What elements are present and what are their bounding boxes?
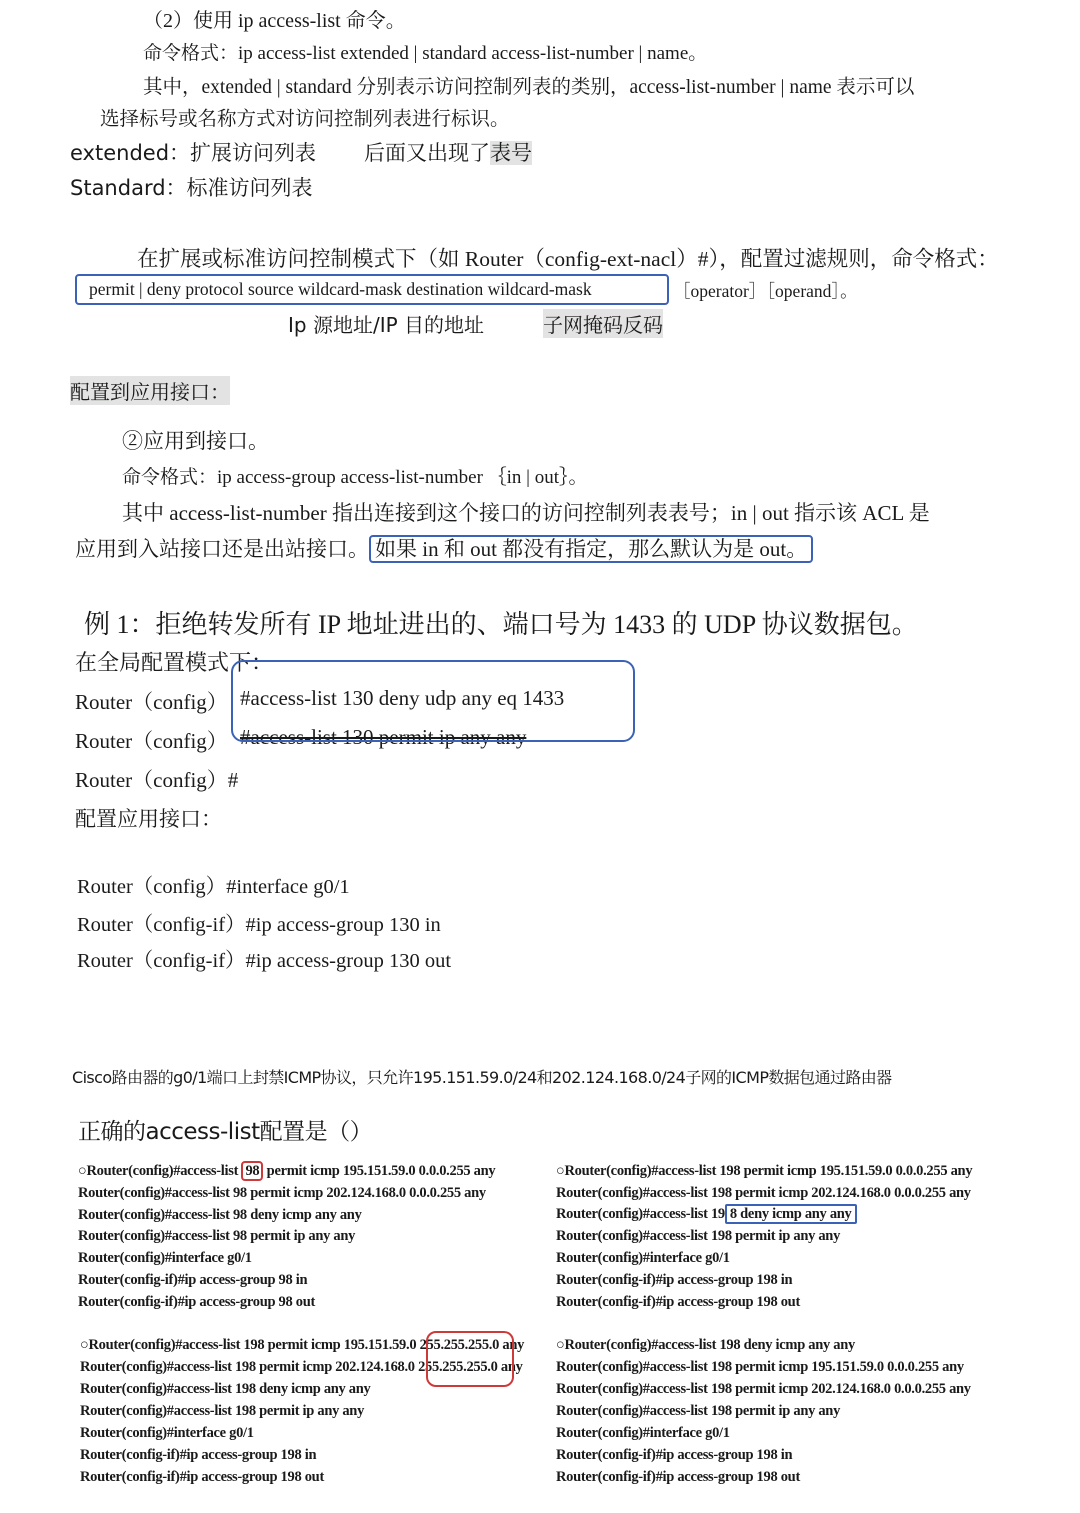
question-stem: Cisco路由器的g0/1端口上封禁ICMP协议，只允许195.151.59.0/24和202.124.168.0/24子网的ICMP数据包通过路由器	[72, 1068, 892, 1087]
format-line: 命令格式：ip access-list extended | standard access-list-number | name。	[143, 43, 708, 64]
option-d-line: Router(config)#access-list 198 permit ip any any	[556, 1403, 841, 1419]
option-b-radio[interactable]: ○	[556, 1163, 565, 1179]
option-a-mark: 98	[241, 1161, 263, 1181]
option-c-line: any	[499, 1337, 525, 1353]
option-c-line: Router(config)#interface g0/1	[80, 1425, 254, 1441]
note-remark	[364, 137, 532, 167]
rule-intro: 在扩展或标准访问控制模式下（如 Router（config-ext-nacl）#），配置过滤规则，命令格式：	[137, 247, 999, 271]
option-d-radio[interactable]: ○	[556, 1337, 565, 1353]
option-c-line: Router(config)#access-list 198 permit ip any any	[80, 1403, 365, 1419]
option-b-line: Router(config)#access-list 19	[556, 1206, 725, 1222]
option-a-line: Router(config)#access-list 98 permit ip any any	[78, 1228, 356, 1244]
example-group-in: Router（config-if）#ip access-group 130 in	[77, 914, 441, 936]
note-remark-text: 后面又出现了	[364, 141, 490, 165]
rule-tail: ［operator］［operand］。	[673, 281, 858, 301]
section-heading: （2）使用 ip access-list 命令。	[143, 10, 406, 32]
option-b-line: Router(config)#access-list 198 permit icmp 202.124.168.0 0.0.0.255 any	[556, 1185, 971, 1201]
option-c-line: Router(config)#access-list 198 permit icmp 202.124.168.0	[80, 1359, 419, 1375]
option-b-mark: 8 deny icmp any any	[725, 1204, 857, 1224]
apply-step: ②应用到接口。	[122, 429, 269, 453]
option-c-line: Router(config)#access-list 198 permit icmp 195.151.59.0	[88, 1337, 420, 1353]
option-d-line: Router(config)#access-list 198 permit icmp 195.151.59.0 0.0.0.255 any	[556, 1359, 964, 1375]
apply-explain-2	[75, 533, 813, 563]
annot-ip: Ip 源地址/IP 目的地址	[288, 313, 485, 337]
option-b-line: Router(config-if)#ip access-group 198 in	[556, 1272, 793, 1288]
example-title: 例 1：拒绝转发所有 IP 地址进出的、端口号为 1433 的 UDP 协议数据包。	[84, 610, 918, 639]
option-d-line: Router(config)#access-list 198 permit icmp 202.124.168.0 0.0.0.255 any	[556, 1381, 971, 1397]
option-a-radio[interactable]: ○	[78, 1163, 87, 1179]
option-d-line: Router(config)#access-list 198 deny icmp any any	[564, 1337, 855, 1353]
option-a-line: Router(config)#access-list	[86, 1163, 242, 1179]
example-cmd-deny: #access-list 130 deny udp any eq 1433	[240, 686, 565, 710]
example-prompt-end: Router（config）#	[75, 768, 239, 792]
apply-default-box: 如果 in 和 out 都没有指定，那么默认为是 out。	[369, 535, 813, 563]
example-group-out: Router（config-if）#ip access-group 130 out	[77, 950, 452, 972]
option-c-mark: 255.255.255.0	[418, 1359, 498, 1375]
example-interface: Router（config）#interface g0/1	[77, 876, 350, 898]
apply-heading: 配置到应用接口：	[70, 376, 230, 405]
annot-mask: 子网掩码反码	[543, 309, 663, 338]
option-c-line: any	[497, 1359, 523, 1375]
option-b-line: Router(config-if)#ip access-group 198 out	[556, 1294, 800, 1310]
option-a-line: Router(config)#interface g0/1	[78, 1250, 252, 1266]
option-b-line: Router(config)#access-list 198 permit icmp 195.151.59.0 0.0.0.255 any	[564, 1163, 973, 1179]
option-c-line: Router(config-if)#ip access-group 198 in	[80, 1447, 317, 1463]
note-highlight: 表号	[490, 141, 532, 165]
option-d-line: Router(config-if)#ip access-group 198 out	[556, 1469, 800, 1485]
option-d-line: Router(config)#interface g0/1	[556, 1425, 730, 1441]
explain-line: 选择标号或名称方式对访问控制列表进行标识。	[100, 109, 510, 130]
option-c-line: Router(config-if)#ip access-group 198 out	[80, 1469, 324, 1485]
apply-format: 命令格式：ip access-group access-list-number ｛in | out｝。	[122, 467, 588, 488]
example-cmd-box	[231, 660, 635, 742]
option-c-line: Router(config)#access-list 198 deny icmp any any	[80, 1381, 371, 1397]
explain-line: 其中，extended | standard 分别表示访问控制列表的类别，access-list-number | name 表示可以	[143, 77, 915, 98]
option-b-line: Router(config)#interface g0/1	[556, 1250, 730, 1266]
example-cmd-permit: #access-list 130 permit ip any any	[240, 725, 527, 749]
option-c-radio[interactable]: ○	[80, 1337, 89, 1353]
apply-explain-text: 应用到入站接口还是出站接口。	[75, 537, 369, 561]
option-a-line: permit icmp 195.151.59.0 0.0.0.255 any	[263, 1163, 496, 1179]
option-a-line: Router(config-if)#ip access-group 98 out	[78, 1294, 316, 1310]
note-extended: extended：扩展访问列表	[70, 141, 317, 165]
rule-boxed-text: permit | deny protocol source wildcard-mask destination wildcard-mask	[89, 279, 592, 299]
option-c-mask-highlight	[426, 1331, 514, 1387]
rule-boxed-syntax	[75, 274, 669, 305]
option-b-line: Router(config)#access-list 198 permit ip any any	[556, 1228, 841, 1244]
option-d[interactable]	[556, 1337, 1006, 1497]
option-a-line: Router(config-if)#ip access-group 98 in	[78, 1272, 308, 1288]
example-prompt: Router（config）	[75, 690, 228, 714]
option-a-line: Router(config)#access-list 98 deny icmp any any	[78, 1207, 362, 1223]
question-prompt: 正确的access-list配置是（）	[78, 1119, 373, 1145]
option-c-mark: 255.255.255.0	[419, 1337, 500, 1353]
option-a-line: Router(config)#access-list 98 permit icmp 202.124.168.0 0.0.0.255 any	[78, 1185, 486, 1201]
example-apply-label: 配置应用接口：	[75, 807, 222, 831]
option-d-line: Router(config-if)#ip access-group 198 in	[556, 1447, 793, 1463]
example-mode: 在全局配置模式下：	[75, 650, 274, 675]
example-prompt: Router（config）	[75, 729, 228, 753]
note-standard: Standard：标准访问列表	[70, 176, 313, 200]
option-a[interactable]	[78, 1163, 528, 1323]
apply-explain: 其中 access-list-number 指出连接到这个接口的访问控制列表表号；in | out 指示该 ACL 是	[122, 501, 930, 525]
option-b[interactable]	[556, 1163, 1006, 1323]
